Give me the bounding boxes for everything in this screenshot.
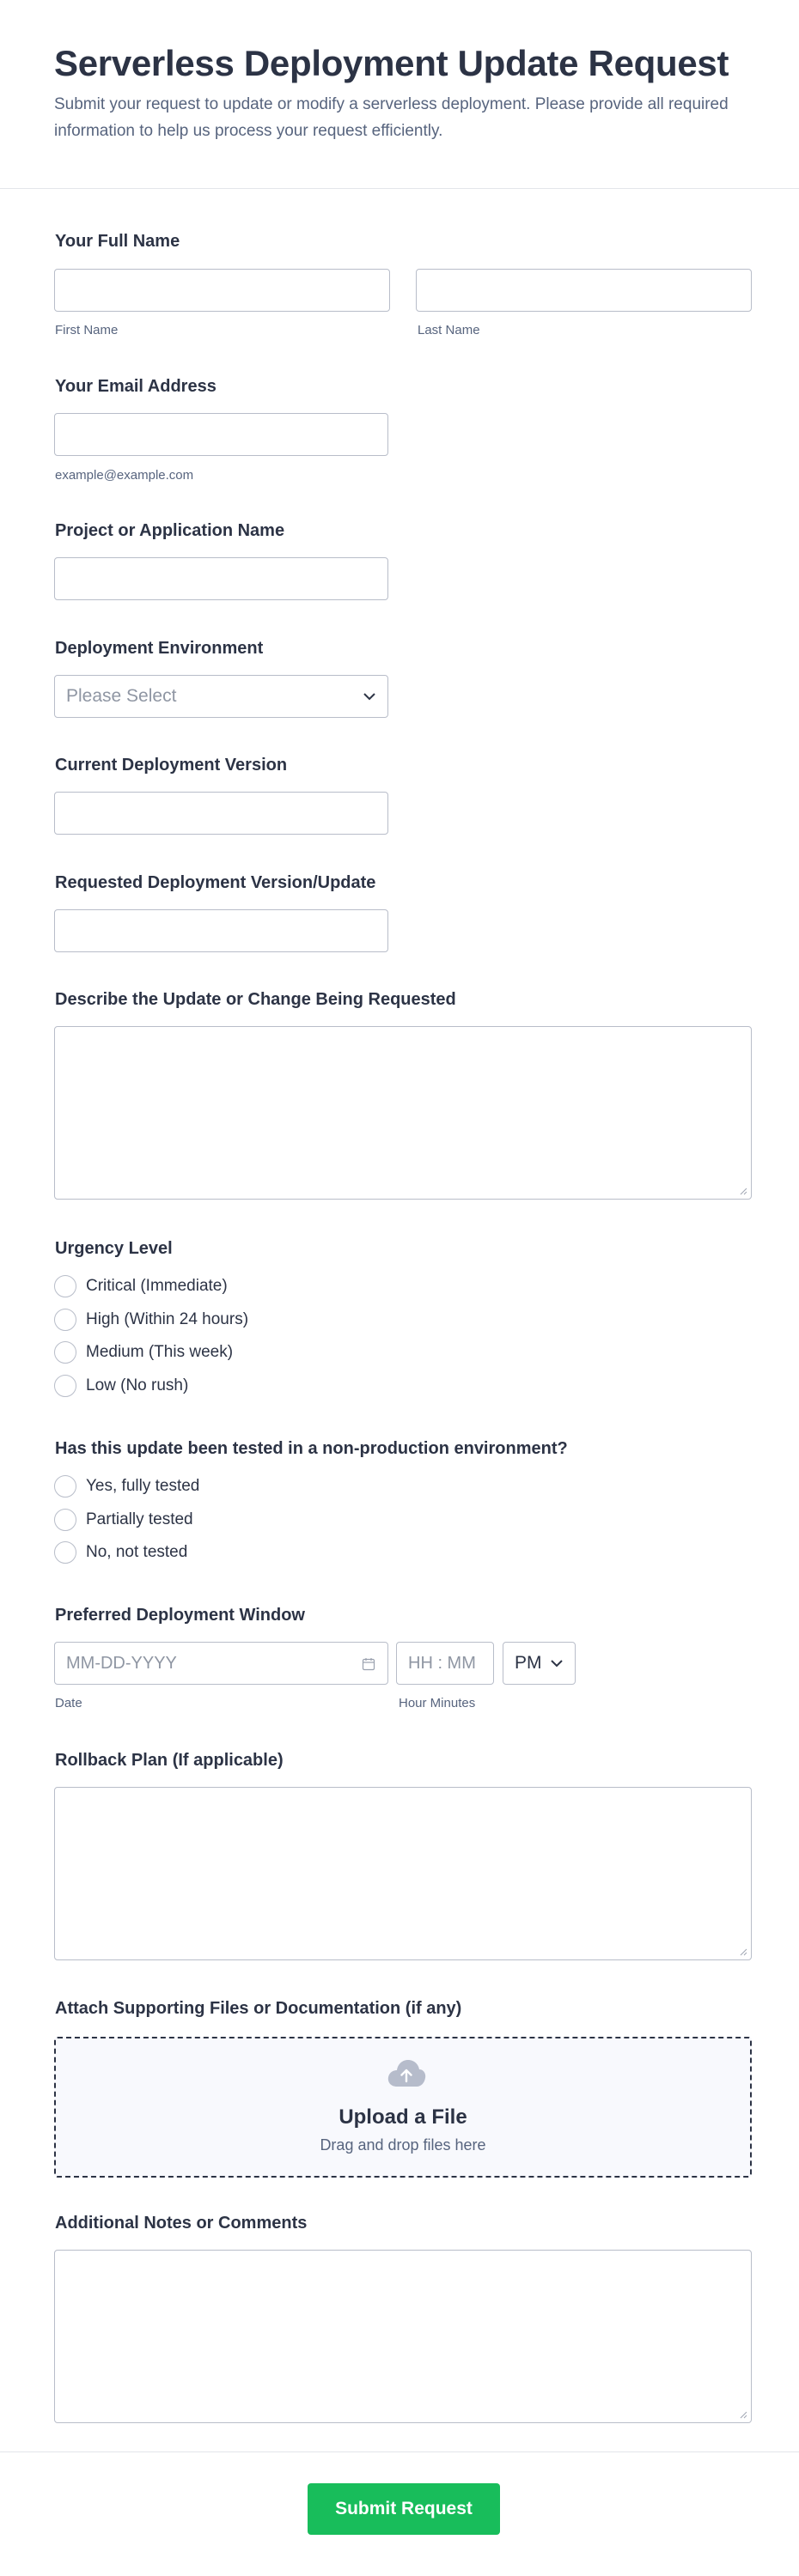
current-version-input[interactable] (54, 792, 388, 835)
calendar-icon[interactable] (362, 1657, 375, 1671)
tested-option-no[interactable] (54, 1540, 187, 1564)
radio-label: Critical (Immediate) (86, 1277, 228, 1295)
notes-label: Additional Notes or Comments (55, 2214, 308, 2233)
environment-select[interactable] (54, 675, 388, 718)
environment-select-value: Please Select (66, 686, 177, 706)
resize-handle-icon[interactable] (739, 2410, 747, 2419)
radio-button[interactable] (54, 1275, 76, 1297)
ampm-select-value: PM (515, 1653, 542, 1673)
tested-option-yes[interactable] (54, 1474, 199, 1498)
form-header (0, 0, 799, 189)
time-input[interactable] (396, 1642, 494, 1685)
date-sublabel: Date (55, 1696, 82, 1710)
time-sublabel: Hour Minutes (399, 1696, 476, 1710)
first-name-sublabel: First Name (55, 323, 119, 337)
first-name-input[interactable] (54, 269, 390, 312)
project-name-input[interactable] (54, 557, 388, 600)
full-name-label: Your Full Name (55, 232, 180, 251)
page-title: Serverless Deployment Update Request (54, 43, 729, 83)
requested-version-input[interactable] (54, 909, 388, 952)
radio-button[interactable] (54, 1541, 76, 1564)
notes-textarea[interactable] (54, 2250, 752, 2423)
resize-handle-icon[interactable] (739, 1187, 747, 1195)
resize-handle-icon[interactable] (739, 1947, 747, 1956)
radio-label: No, not tested (86, 1543, 188, 1561)
page-subtitle: Submit your request to update or modify a serverless deployment. Please provide all required information to help us process your request efficiently. (54, 95, 729, 140)
radio-button[interactable] (54, 1309, 76, 1331)
chevron-down-icon (551, 1660, 563, 1668)
radio-button[interactable] (54, 1475, 76, 1498)
radio-label: High (Within 24 hours) (86, 1310, 249, 1328)
email-field[interactable] (54, 413, 388, 456)
radio-label: Partially tested (86, 1510, 193, 1528)
urgency-option-high[interactable] (54, 1308, 248, 1332)
email-label: Your Email Address (55, 377, 217, 396)
upload-title: Upload a File (339, 2105, 467, 2129)
ampm-select[interactable] (503, 1642, 576, 1685)
date-input[interactable] (54, 1642, 388, 1685)
urgency-label: Urgency Level (55, 1239, 173, 1258)
deployment-window-label: Preferred Deployment Window (55, 1606, 305, 1625)
project-name-label: Project or Application Name (55, 521, 285, 540)
cloud-upload-icon (386, 2057, 427, 2090)
urgency-option-critical[interactable] (54, 1274, 228, 1298)
upload-subtitle: Drag and drop files here (320, 2136, 486, 2154)
radio-label: Medium (This week) (86, 1343, 234, 1361)
current-version-label: Current Deployment Version (55, 756, 288, 775)
radio-button[interactable] (54, 1341, 76, 1364)
description-textarea[interactable] (54, 1026, 752, 1200)
radio-button[interactable] (54, 1509, 76, 1531)
submit-button[interactable]: Submit Request (308, 2483, 500, 2535)
date-placeholder: MM-DD-YYYY (66, 1653, 177, 1673)
last-name-input[interactable] (416, 269, 752, 312)
radio-label: Yes, fully tested (86, 1477, 200, 1495)
urgency-option-low[interactable] (54, 1374, 188, 1398)
rollback-label: Rollback Plan (If applicable) (55, 1751, 284, 1770)
file-upload-dropzone[interactable] (54, 2037, 752, 2178)
attach-label: Attach Supporting Files or Documentation (if any) (55, 1999, 462, 2018)
tested-label: Has this update been tested in a non-production environment? (55, 1439, 568, 1458)
environment-label: Deployment Environment (55, 639, 264, 658)
tested-option-partial[interactable] (54, 1508, 193, 1532)
chevron-down-icon (363, 693, 375, 701)
radio-button[interactable] (54, 1375, 76, 1397)
rollback-textarea[interactable] (54, 1787, 752, 1960)
radio-label: Low (No rush) (86, 1376, 189, 1394)
last-name-sublabel: Last Name (418, 323, 480, 337)
time-placeholder: HH : MM (408, 1653, 476, 1673)
requested-version-label: Requested Deployment Version/Update (55, 873, 376, 892)
email-sublabel: example@example.com (55, 468, 194, 483)
form-footer (0, 2451, 799, 2576)
urgency-option-medium[interactable] (54, 1340, 233, 1364)
description-label: Describe the Update or Change Being Requested (55, 990, 456, 1009)
